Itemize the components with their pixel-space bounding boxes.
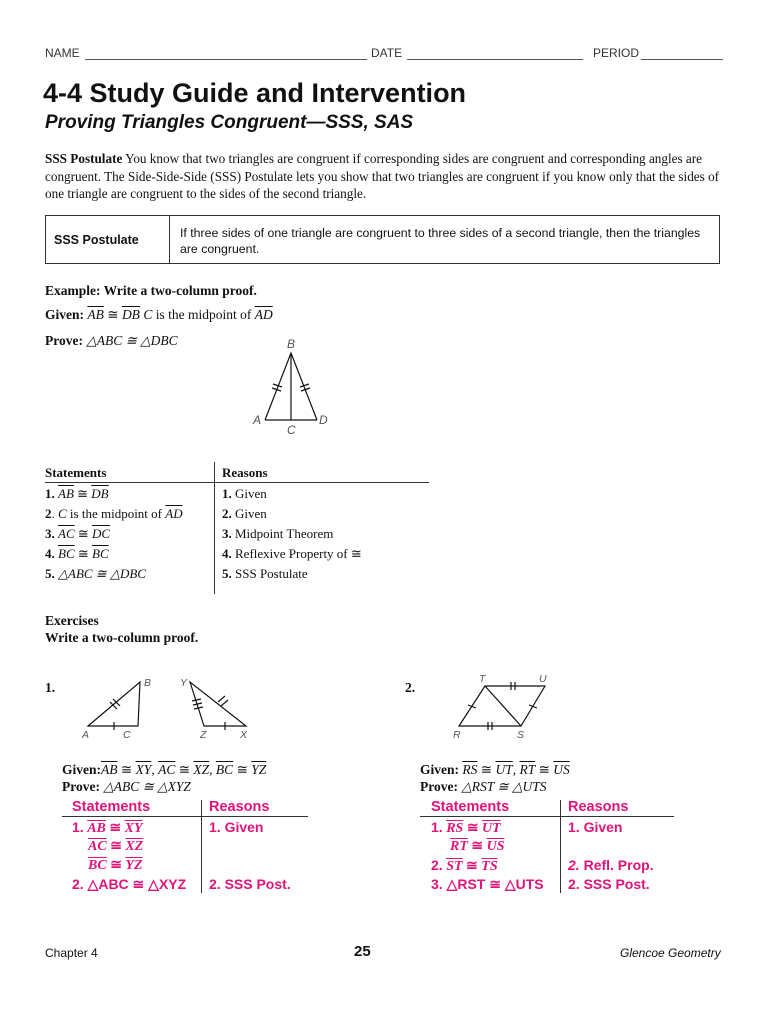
date-line	[407, 59, 583, 60]
label-c: C	[287, 423, 296, 437]
postulate-label: SSS Postulate	[46, 216, 170, 263]
exercise-2-reason-3[interactable]: 2. SSS Post.	[568, 876, 650, 892]
intro-text: You know that two triangles are congruent if corresponding sides are congruent and corresponding angles are congruent. The Side-Side-Side (SSS) Postulate lets you show that two triangles are congruent if you know only that the sides of one triangle are congruent to the sides of the second triangle.	[45, 151, 720, 201]
name-label: NAME	[45, 46, 80, 60]
label-x: X	[240, 729, 248, 741]
page-title: 4-4 Study Guide and Intervention	[43, 78, 467, 108]
reasons-header: Reasons	[222, 465, 268, 480]
reason-2: 2. Given	[222, 506, 267, 521]
exercise-1-figure	[78, 672, 268, 744]
label-b: B	[287, 337, 296, 351]
exercise-2-reasons-header: Reasons	[568, 799, 629, 815]
exercise-2-given: Given: $\overline{RS}$ ≅ $\overline{UT}$, $\overline{RT}$ ≅ $\overline{US}$	[420, 762, 570, 777]
exercise-2-prove: Prove: △RST ≅ △UTS	[420, 779, 547, 794]
label-a: A	[82, 729, 90, 741]
label-u: U	[539, 673, 547, 685]
page-subtitle: Proving Triangles Congruent—SSS, SAS	[45, 112, 414, 133]
exercise-1-reasons-header: Reasons	[209, 799, 270, 815]
exercise-2-reason-2[interactable]: 2. Refl. Prop.	[568, 857, 654, 873]
statement-3: 3. $\overline{AC}$ ≅ $\overline{DC}$	[45, 526, 111, 541]
example-triangle-figure	[245, 335, 345, 440]
intro-paragraph	[45, 150, 730, 203]
reason-4: 4. Reflexive Property of ≅	[222, 546, 362, 561]
exercise-2-statement-1b[interactable]: $\overline{RT}$ ≅ $\overline{US}$	[450, 839, 505, 854]
exercise-2-reason-1[interactable]: 1. Given	[568, 819, 623, 835]
exercise-2-table-divider	[560, 800, 561, 893]
exercise-1-statement-1b[interactable]: $\overline{AC}$ ≅ $\overline{XZ}$	[88, 839, 144, 854]
label-s: S	[517, 729, 525, 741]
intro-term: SSS Postulate	[45, 151, 123, 166]
example-given: Given: $\overline{AB}$ ≅ $\overline{DB}$ C is the midpoint of $\overline{AD}$	[45, 307, 273, 322]
label-z: Z	[200, 729, 207, 741]
example-heading: Example: Write a two-column proof.	[45, 283, 257, 298]
date-label: DATE	[371, 46, 403, 60]
label-d: D	[319, 413, 328, 427]
exercise-1-statement-2[interactable]: 2. △ABC ≅ △XYZ	[72, 876, 187, 892]
exercises-instruction: Write a two-column proof.	[45, 630, 199, 645]
statement-1: 1. $\overline{AB}$ ≅ $\overline{DB}$	[45, 486, 109, 501]
reason-5: 5. SSS Postulate	[222, 566, 308, 581]
period-label: PERIOD	[593, 46, 640, 60]
exercise-1-reason-2[interactable]: 2. SSS Post.	[209, 876, 291, 892]
exercise-2-statement-1[interactable]: 1. $\overline{RS}$ ≅ $\overline{UT}$	[431, 819, 501, 836]
triangle-abc	[88, 682, 140, 726]
statement-5: 5. △ABC ≅ △DBC	[45, 566, 146, 581]
exercise-1-statement-1[interactable]: 1. $\overline{AB}$ ≅ $\overline{XY}$	[72, 819, 143, 836]
exercise-1-reason-1[interactable]: 1. Given	[209, 819, 264, 835]
table-divider	[214, 462, 215, 594]
name-line	[85, 59, 367, 60]
exercise-1-table-rule	[62, 816, 308, 817]
period-line	[641, 59, 723, 60]
exercise-1-prove: Prove: △ABC ≅ △XYZ	[62, 779, 191, 794]
exercises-heading: Exercises	[45, 613, 99, 628]
footer-chapter: Chapter 4	[45, 946, 98, 960]
label-t: T	[479, 673, 486, 685]
tick-mark	[221, 700, 228, 706]
exercise-1-statements-header: Statements	[72, 799, 151, 815]
postulate-text: If three sides of one triangle are congruent to three sides of a second triangle, then the triangles are congruent.	[180, 226, 701, 256]
diagonal-ts	[485, 686, 521, 726]
statement-4: 4. $\overline{BC}$ ≅ $\overline{BC}$	[45, 546, 109, 561]
footer-page-number: 25	[354, 943, 371, 960]
exercise-1-number: 1.	[45, 680, 56, 695]
exercise-2-statement-3[interactable]: 3. △RST ≅ △UTS	[431, 876, 544, 892]
reason-3: 3. Midpoint Theorem	[222, 526, 334, 541]
label-a: A	[253, 413, 262, 427]
exercise-1-given: $Given:\overline{AB}$ ≅ $\overline{XY}$, $\overline{AC}$ ≅ $\overline{XZ}$, $\overline{BC}$ ≅ $\overline{YZ}$	[62, 762, 267, 777]
tick-mark	[218, 696, 225, 702]
exercise-2-number: 2.	[405, 680, 416, 695]
statement-2: 2. C is the midpoint of $\overline{AD}$	[45, 506, 183, 521]
footer-book-title: Glencoe Geometry	[620, 946, 721, 960]
label-r: R	[453, 729, 461, 741]
example-prove: Prove: △ABC ≅ △DBC	[45, 333, 178, 348]
label-c: C	[123, 729, 131, 741]
reason-1: 1. Given	[222, 486, 267, 501]
exercise-2-statements-header: Statements	[431, 799, 510, 815]
postulate-box	[45, 215, 720, 264]
exercise-2-figure	[445, 672, 565, 744]
exercise-2-statement-2[interactable]: 2. $\overline{ST}$ ≅ $\overline{TS}$	[431, 857, 498, 874]
exercise-1-table-divider	[201, 800, 202, 893]
exercise-1-statement-1c[interactable]: $\overline{BC}$ ≅ $\overline{YZ}$	[88, 858, 143, 873]
label-b: B	[144, 677, 152, 689]
label-y: Y	[180, 677, 188, 689]
statements-header: Statements	[45, 465, 107, 480]
table-rule	[45, 482, 429, 483]
exercise-2-table-rule	[420, 816, 674, 817]
